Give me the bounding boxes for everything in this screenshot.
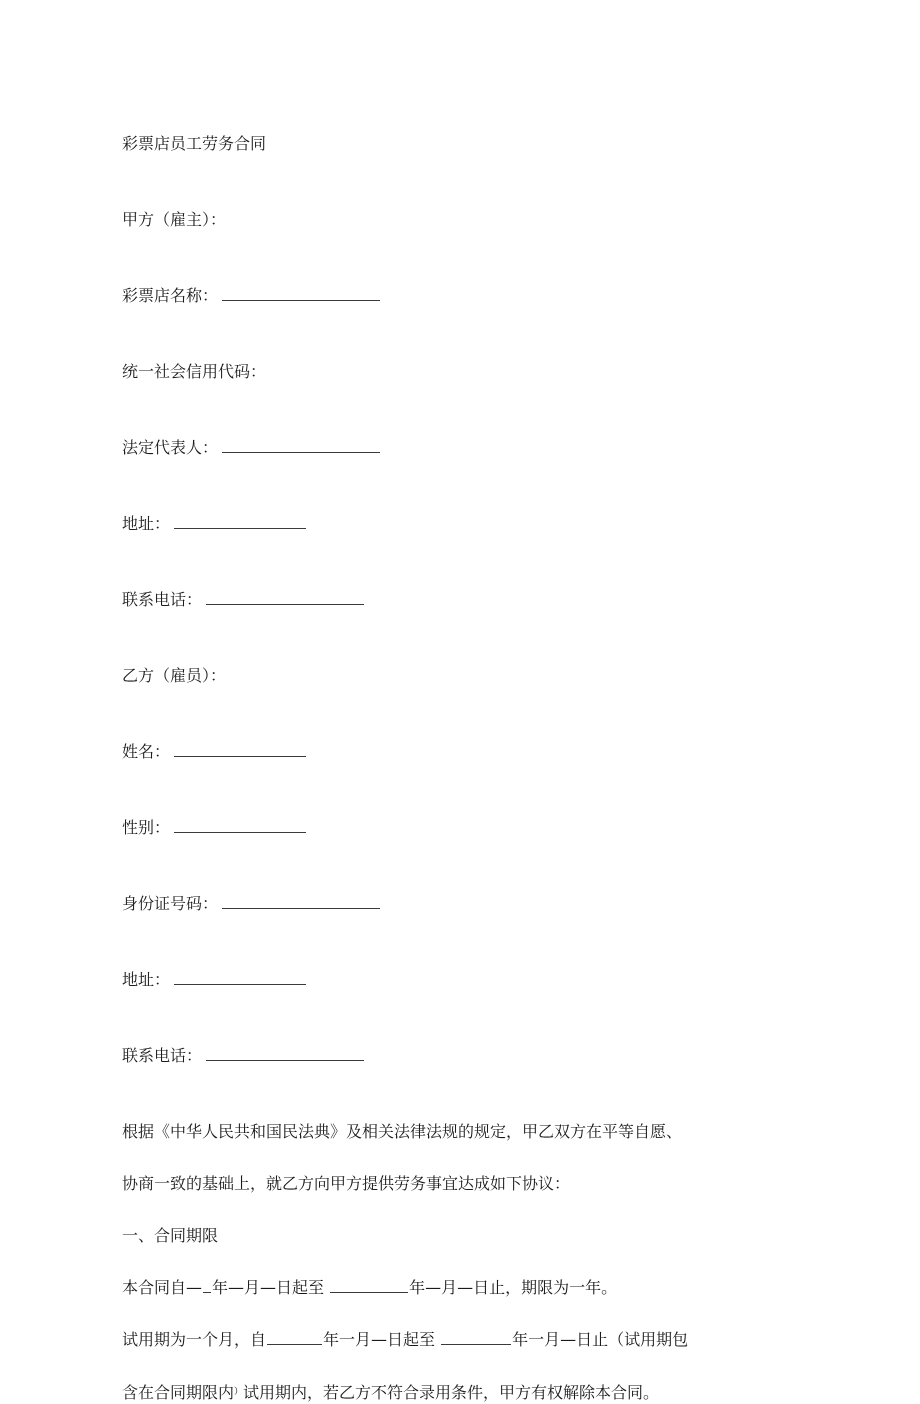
- employer-field-label: 联系电话：: [122, 590, 203, 609]
- employer-field-row: [122, 361, 810, 383]
- clause-contract-term: [122, 1277, 810, 1299]
- clause-text: 试用期为一个月，自: [122, 1330, 267, 1349]
- clause-blank[interactable]: [441, 1329, 511, 1345]
- clause-text: 年一月—日起至: [323, 1330, 441, 1349]
- clause-text: 年一月—日止（试用期包: [512, 1330, 689, 1349]
- section-clauses: [122, 1277, 810, 1404]
- employee-field-label: 地址：: [122, 970, 171, 989]
- employer-field-row: [122, 437, 810, 459]
- clause-blank[interactable]: [267, 1329, 322, 1345]
- employer-field-row: [122, 589, 810, 611]
- clause-probation-terms: [122, 1381, 810, 1404]
- employee-field-blank[interactable]: [174, 817, 306, 833]
- employee-fields: [122, 741, 810, 1067]
- clause-mark: ）: [234, 1387, 244, 1397]
- employer-field-label: 法定代表人：: [122, 438, 219, 457]
- employee-field-label: 身份证号码：: [122, 894, 219, 913]
- employee-field-blank[interactable]: [222, 893, 380, 909]
- employee-field-blank[interactable]: [206, 1045, 364, 1061]
- employer-field-blank[interactable]: [206, 589, 364, 605]
- employee-field-row: [122, 969, 810, 991]
- employer-field-label: 地址：: [122, 514, 171, 533]
- employer-field-blank[interactable]: [174, 513, 306, 529]
- clause-text: 年—月—日起至: [212, 1278, 330, 1297]
- clause-blank[interactable]: [330, 1277, 408, 1293]
- clause-text: 含在合同期限内: [122, 1383, 235, 1402]
- clause-text: 年—月—日止，期限为一年。: [409, 1278, 618, 1297]
- employee-field-blank[interactable]: [174, 741, 306, 757]
- employer-section-heading: 甲方（雇主）：: [122, 210, 227, 229]
- preamble-line-2: 协商一致的基础上，就乙方向甲方提供劳务事宜达成如下协议：: [122, 1174, 571, 1193]
- employer-fields: [122, 285, 810, 611]
- employer-field-label: 统一社会信用代码：: [122, 362, 267, 381]
- clause-text: 本合同自—: [122, 1278, 203, 1297]
- employee-field-label: 性别：: [122, 818, 171, 837]
- clause-probation-period: [122, 1329, 810, 1351]
- employer-field-row: [122, 285, 810, 307]
- employer-field-blank[interactable]: [222, 437, 380, 453]
- employee-field-blank[interactable]: [174, 969, 306, 985]
- clause-blank[interactable]: [203, 1277, 211, 1293]
- employee-field-row: [122, 1045, 810, 1067]
- employee-field-row: [122, 817, 810, 839]
- preamble-line-1: 根据《中华人民共和国民法典》及相关法律法规的规定，甲乙双方在平等自愿、: [122, 1122, 683, 1141]
- section-heading-contract-term: 一、合同期限: [122, 1226, 219, 1245]
- page-title: 彩票店员工劳务合同: [122, 134, 267, 153]
- employer-field-blank[interactable]: [222, 285, 380, 301]
- employee-field-label: 联系电话：: [122, 1046, 203, 1065]
- employer-field-row: [122, 513, 810, 535]
- employee-field-row: [122, 741, 810, 763]
- employee-field-row: [122, 893, 810, 915]
- employer-field-label: 彩票店名称：: [122, 286, 219, 305]
- employee-field-label: 姓名：: [122, 742, 171, 761]
- employee-section-heading: 乙方（雇员）：: [122, 666, 227, 685]
- clause-text: 试用期内，若乙方不符合录用条件，甲方有权解除本合同。: [243, 1383, 660, 1402]
